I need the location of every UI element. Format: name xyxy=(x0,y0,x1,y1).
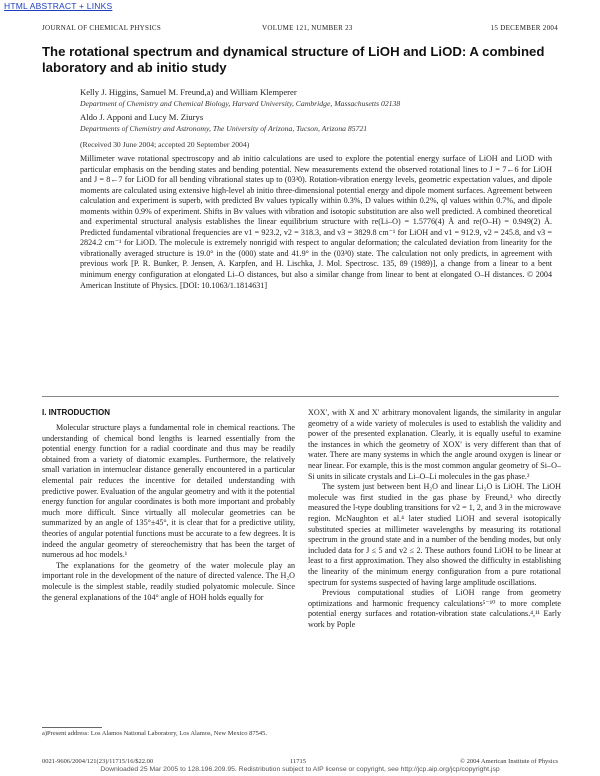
author-line-2: Aldo J. Apponi and Lucy M. Ziurys xyxy=(80,112,204,122)
section-heading: I. INTRODUCTION xyxy=(42,408,110,417)
section-divider xyxy=(42,396,559,397)
paragraph: The system just between bent H₂O and linear Li₂O is LiOH. The LiOH molecule was first studied in the gas phase by Freund,³ who directly measured the l-type doubling transitions for v2 = 1, 2, and 3 in the microwave region. McNaughton et al.⁴ later studied LiOH and several isotopically substituted species at millimeter wavelengths by measuring its rotational spectrum in the ground state and in a number of the bending modes, but only included data for J ≤ 5 and v2 ≤ 2. These authors found LiOH to be linear at least to a first approximation. They also showed the difficulty in establishing the linearity of the minimum energy configuration from a pure rotational spectrum for systems suspected of having large amplitude oscillations. xyxy=(308,482,561,587)
author-line-1: Kelly J. Higgins, Samuel M. Freund,a) and William Klemperer xyxy=(80,87,297,97)
abstract xyxy=(80,154,552,291)
footnote-rule xyxy=(42,727,102,728)
affiliation-2: Departments of Chemistry and Astronomy, The University of Arizona, Tucson, Arizona 85721 xyxy=(80,124,368,133)
download-notice: Downloaded 25 Mar 2005 to 128.196.209.95. Redistribution subject to AIP license or copyright, see http://jcp.aip.org/jcp/copyright.jsp xyxy=(100,766,500,773)
paper-title: The rotational spectrum and dynamical structure of LiOH and LiOD: A combined laboratory and ab initio study xyxy=(42,44,545,75)
affiliation-1: Department of Chemistry and Chemical Biology, Harvard University, Cambridge, Massachusetts 02138 xyxy=(80,99,401,108)
journal-name: JOURNAL OF CHEMICAL PHYSICS xyxy=(42,24,162,32)
footer-copyright: © 2004 American Institute of Physics xyxy=(460,758,558,765)
paragraph: Previous computational studies of LiOH range from geometry optimizations and harmonic frequency calculations⁵⁻¹⁰ to more complete potential energy surfaces and rotation-vibration state calculations.⁴,¹¹ Early work by Pople xyxy=(308,588,561,629)
left-column xyxy=(42,423,295,723)
html-abstract-links-link[interactable]: HTML ABSTRACT + LINKS xyxy=(4,1,113,11)
received-dates: (Received 30 June 2004; accepted 20 September 2004) xyxy=(80,140,250,149)
paragraph: Molecular structure plays a fundamental role in chemical reactions. The understanding of chemical bond lengths is learned essentially from the potential energy function for a radial coordinate and thus may be readily obtained from a variety of diatomic examples. Furthermore, the relatively small variation in internuclear distance generally encountered in a particular elemental pair reduces the incentive for detailed understanding with predictive power. Evaluation of the angular geometry and with it the potential energy function for angular coordinates is both more important and probably much more difficult. Since virtually all molecular geometries can be summarized by an angle of 135°±45°, it is clear that for a predictive utility, theories of angular potential functions must be accurate to a few degrees. It is indeed the angular geometry of stereochemistry that has been the target of numerous ad hoc models.¹ xyxy=(42,423,295,560)
footnote: a)Present address: Los Alamos National Laboratory, Los Alamos, New Mexico 87545. xyxy=(42,730,268,737)
volume-number: VOLUME 121, NUMBER 23 xyxy=(262,24,353,32)
footer-issn: 0021-9606/2004/121(23)/11715/16/$22.00 xyxy=(42,758,154,765)
paragraph: The explanations for the geometry of the water molecule play an important role in the development of the nature of directed valence. The H₂O molecule is the simplest stable, readily studied polyatomic molecule. Since the general explanations of the 104° angle of HOH holds equally for xyxy=(42,560,295,602)
paragraph: XOX′, with X and X′ arbitrary monovalent ligands, the similarity in angular geometry of a wide variety of molecules is used to establish the validity and power of the presented explanation. Clearly, it is equally useful to examine the instances in which the geometry of XOX′ is very different than that of water. There are many systems in which the angle around oxygen is linear or near linear. For example, this is the most common angular geometry of Si–O–Si units in silicate crystals and Li–O–Li molecules in the gas phase.² xyxy=(308,408,561,481)
right-column xyxy=(308,408,561,748)
abstract-text: Millimeter wave rotational spectroscopy and ab initio calculations are used to explore the potential energy surface of LiOH and LiOD with particular emphasis on the bending states and bending potential. New measurements extend the observed rotational lines to J = 7←6 for LiOH and J = 8←7 for LiOD for all bending vibrational states up to (03³0). Rotation-vibration energy levels, geometric expectation values, and dipole moments are calculated using extensive high-level ab initio three-dimensional potential energy and dipole moment surfaces. Agreement between calculation and experiment is superb, with predicted Bv values typically within 0.3%, D values within 0.2%, ql values within 0.7%, and dipole moments within 0.9% of experiment. Shifts in Bv values with vibration and isotopic substitution are also well predicted. A combined theoretical and experimental structural analysis establishes the linear equilibrium structure with re(Li–O) = 1.5776(4) Å and re(O–H) = 0.949(2) Å. Predicted fundamental vibrational frequencies are v1 = 923.2, v2 = 318.3, and v3 = 3829.8 cm⁻¹ for LiOH and v1 = 912.9, v2 = 245.8, and v3 = 2824.2 cm⁻¹ for LiOD. The molecule is extremely nonrigid with respect to angular deformation; the calculated deviation from linearity for the vibrationally averaged structure is 19.0° in the (000) state and 41.9° in the (03³0) state. The calculation not only predicts, in agreement with previous work [P. R. Bunker, P. Jensen, A. Karpfen, and H. Lischka, J. Mol. Spectrosc. 135, 89 (1989)], a change from a linear to a bent minimum energy configuration at elongated Li–O distances, but also a similar change from linear to bent at elongated O–H distances. © 2004 American Institute of Physics. [DOI: 10.1063/1.1814631] xyxy=(80,154,552,290)
page-number: 11715 xyxy=(290,758,307,765)
issue-date: 15 DECEMBER 2004 xyxy=(490,24,558,32)
